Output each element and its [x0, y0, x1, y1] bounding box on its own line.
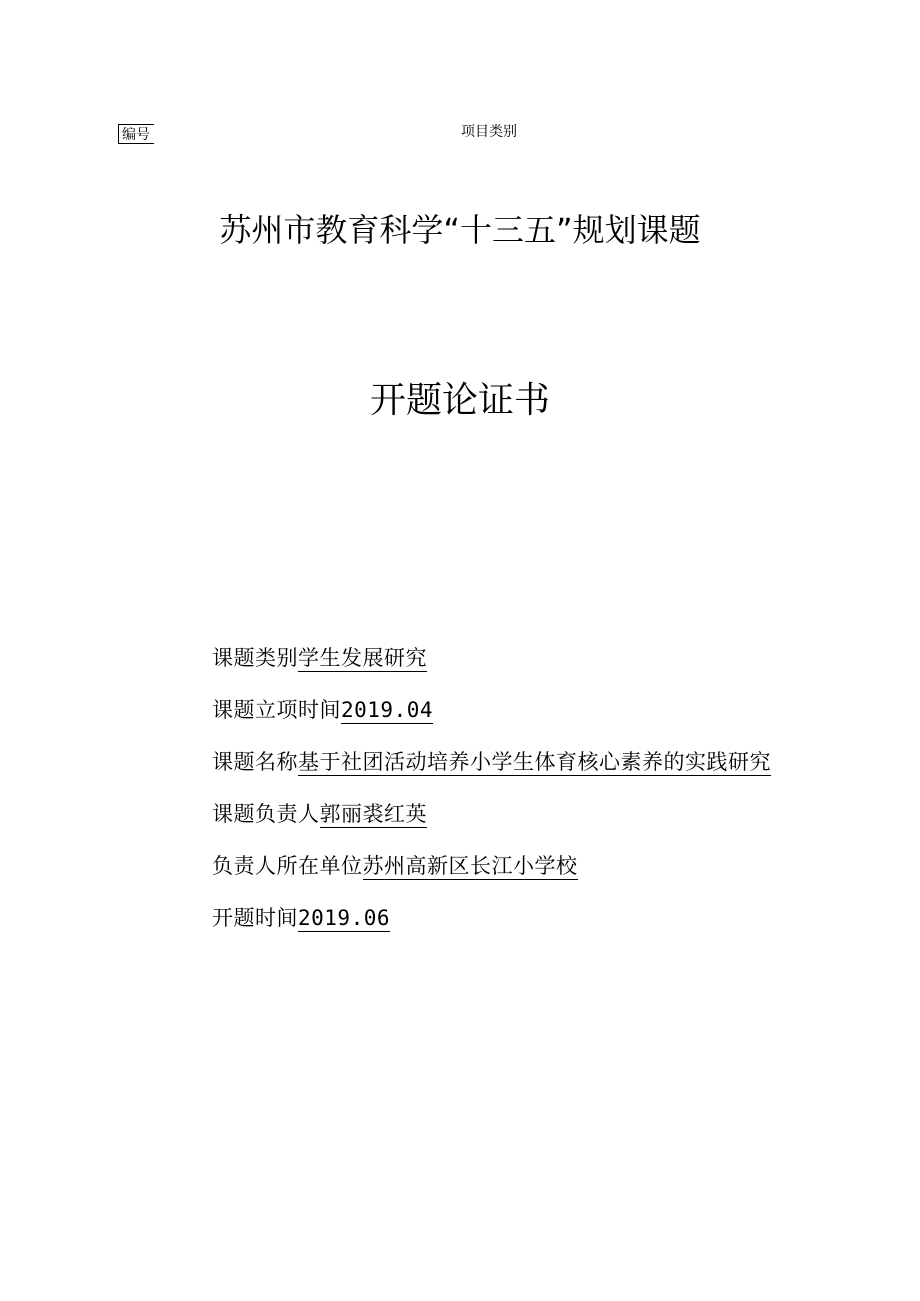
- number-label-box: [118, 124, 154, 144]
- field-topic-name: [212, 744, 852, 796]
- field-opening-time: [212, 900, 852, 952]
- field-label: 课题立项时间: [212, 698, 341, 722]
- info-fields: [212, 640, 852, 952]
- field-label: 课题负责人: [212, 802, 320, 826]
- field-label: 课题类别: [212, 646, 298, 670]
- field-value: 郭丽裘红英: [319, 802, 427, 826]
- field-value: 2019.06: [298, 906, 391, 930]
- number-label: 编号: [122, 127, 150, 143]
- field-value: 学生发展研究: [298, 646, 427, 670]
- field-unit: [212, 848, 852, 900]
- document-title: 苏州市教育科学“十三五”规划课题: [219, 211, 701, 249]
- field-value: 基于社团活动培养小学生体育核心素养的实践研究: [298, 750, 771, 774]
- field-value: 2019.04: [341, 698, 434, 722]
- field-value: 苏州高新区长江小学校: [362, 854, 578, 878]
- field-label: 开题时间: [212, 906, 298, 930]
- field-leader: [212, 796, 852, 848]
- project-category-label: 项目类别: [461, 124, 517, 140]
- field-label: 负责人所在单位: [212, 854, 363, 878]
- document-subtitle: 开题论证书: [369, 380, 550, 421]
- field-approval-time: [212, 692, 852, 744]
- field-label: 课题名称: [212, 750, 298, 774]
- field-category: [212, 640, 852, 692]
